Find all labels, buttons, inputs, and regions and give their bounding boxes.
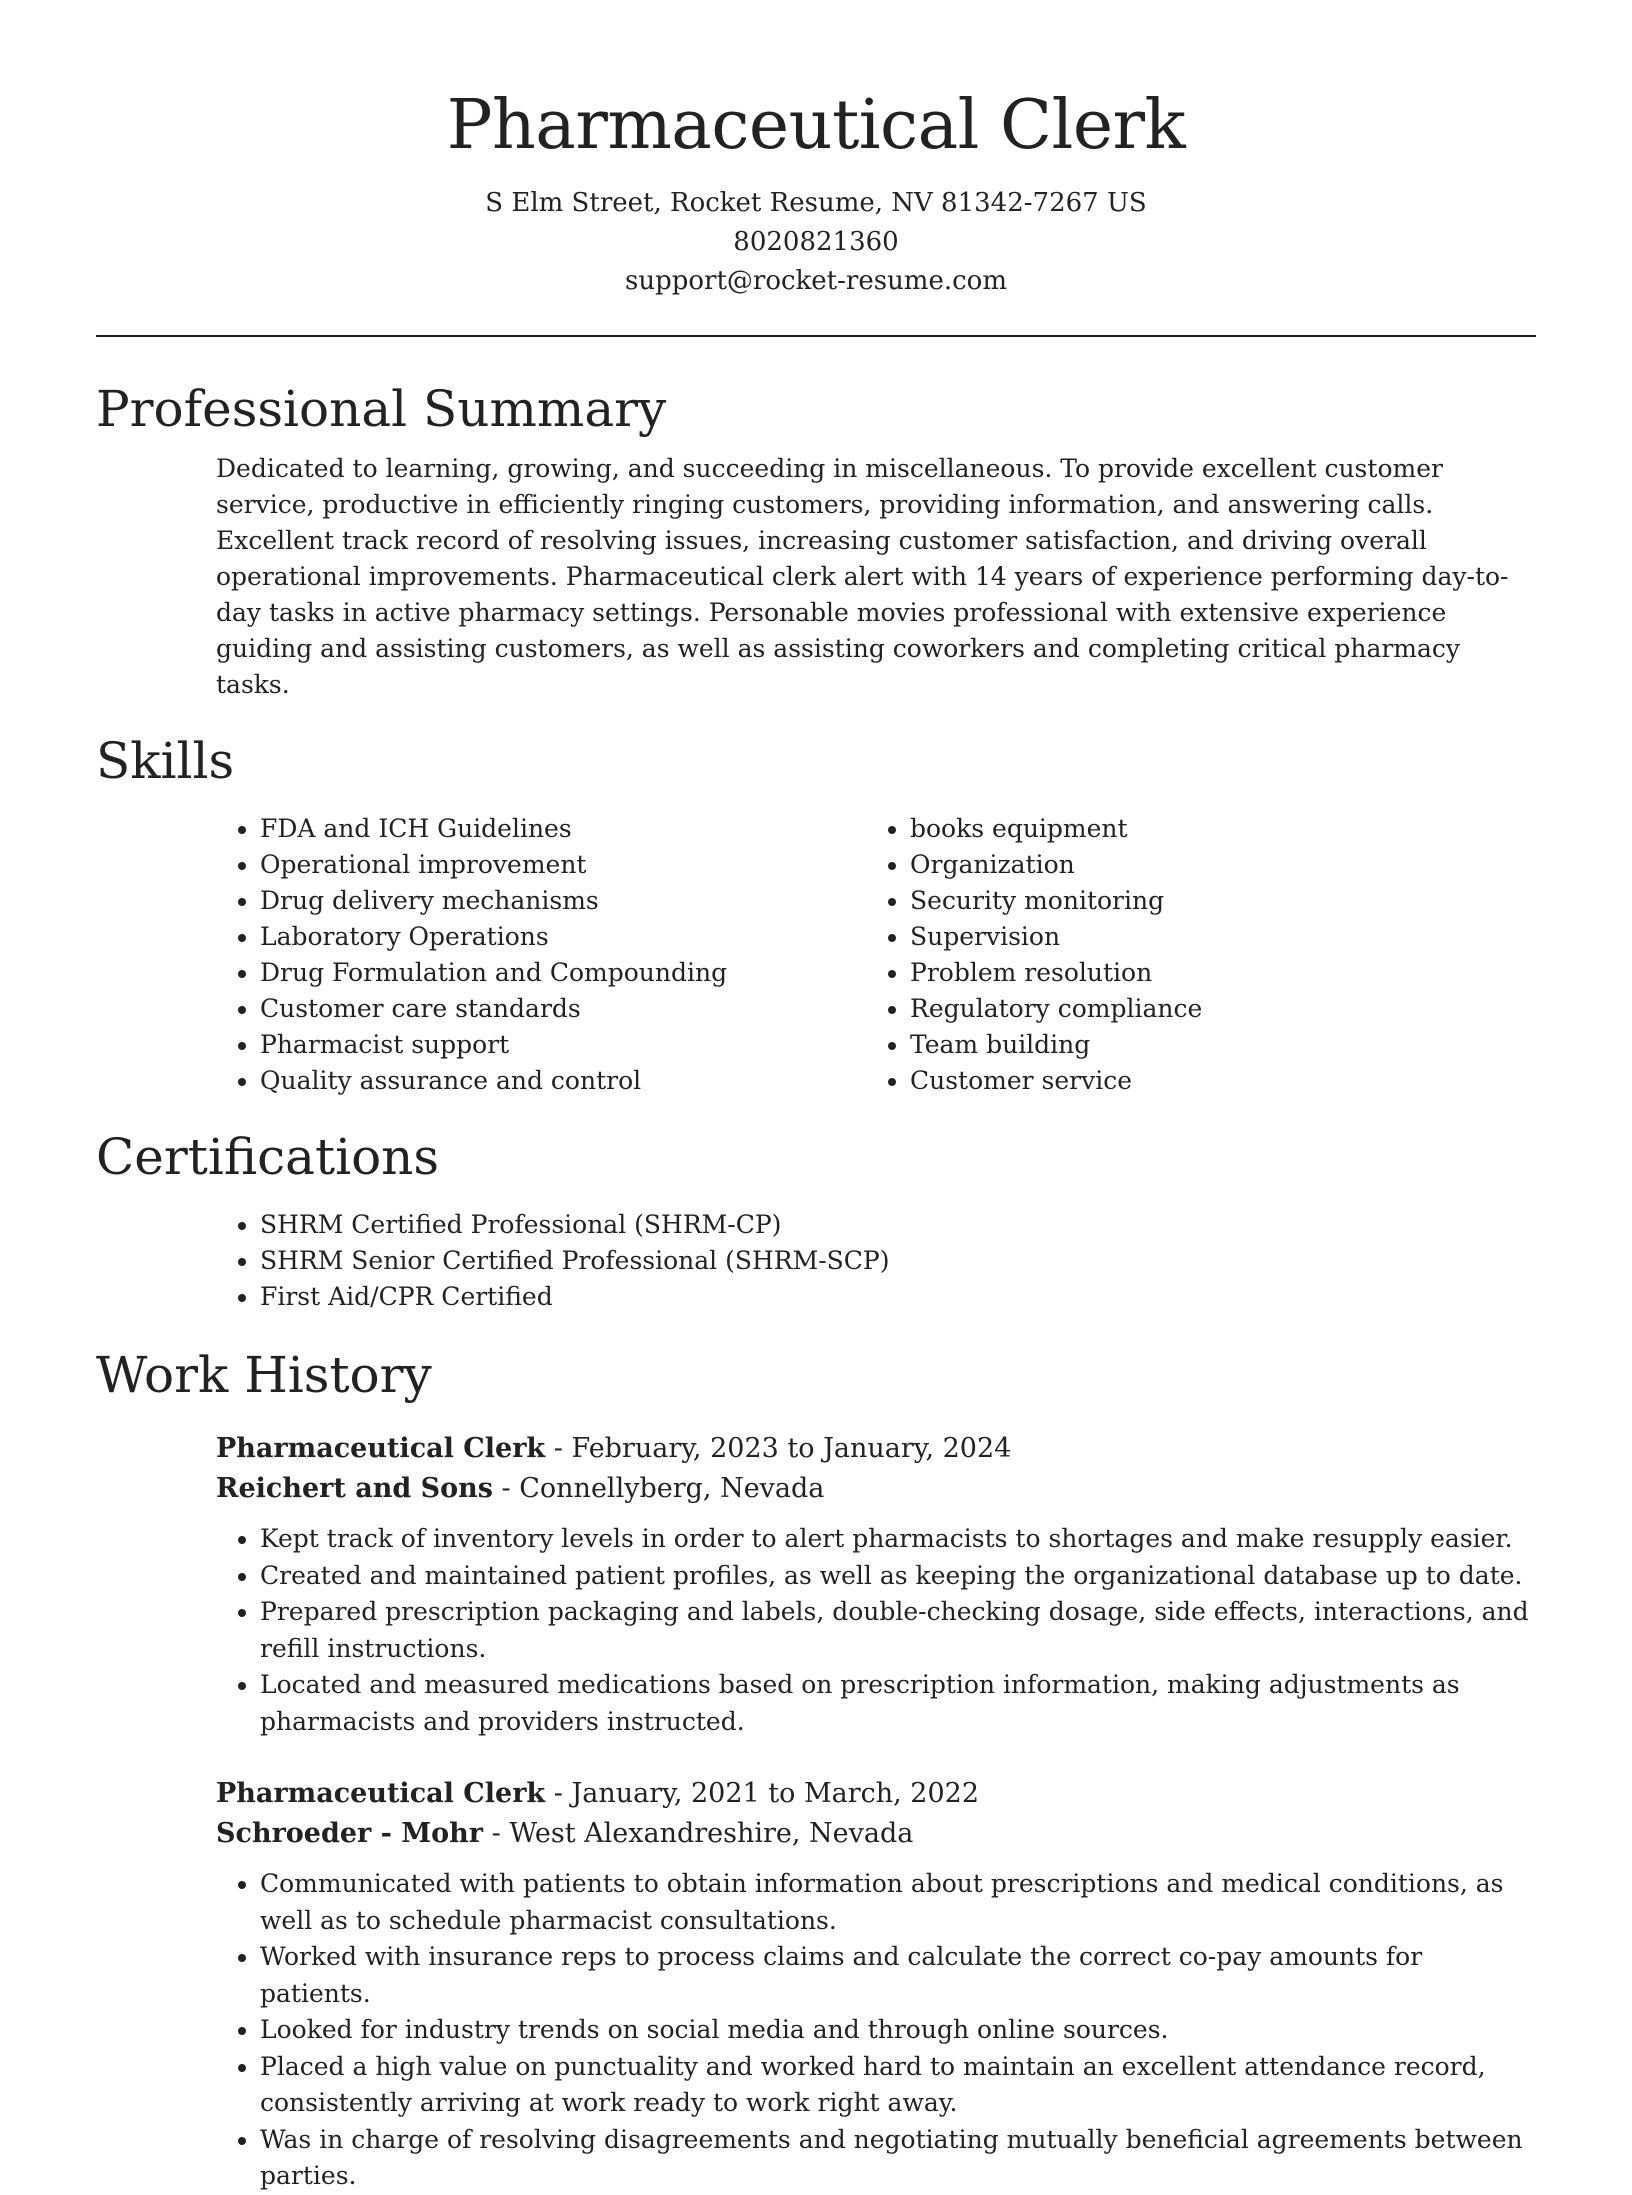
job-entry	[216, 1429, 1536, 1740]
skill-item: • Pharmacist support	[260, 1027, 866, 1063]
job-company-line	[216, 1469, 1536, 1509]
certifications-heading: Certifications	[96, 1128, 440, 1186]
skill-item: • Security monitoring	[910, 883, 1516, 919]
skills-section	[96, 725, 1536, 1099]
job-location: - West Alexandreshire, Nevada	[483, 1818, 914, 1849]
skill-item: • Regulatory compliance	[910, 991, 1516, 1027]
job-bullet: • Kept track of inventory levels in order to alert pharmacists to shortages and make resupply easier.	[260, 1521, 1536, 1558]
job-location: - Connellyberg, Nevada	[492, 1473, 825, 1504]
job-title-line	[216, 1429, 1536, 1469]
skill-item: • Problem resolution	[910, 955, 1516, 991]
skill-item: • FDA and ICH Guidelines	[260, 811, 866, 847]
address: S Elm Street, Rocket Resume, NV 81342-7267 US	[485, 188, 1147, 218]
job-dates: - February, 2023 to January, 2024	[545, 1433, 1012, 1464]
certifications-list	[216, 1207, 1536, 1315]
job-bullet: • Located and measured medications based on prescription information, making adjustments as pharmacists and providers instructed.	[260, 1667, 1536, 1740]
job-bullet: • Prepared prescription packaging and labels, double-checking dosage, side effects, interactions, and refill instructions.	[260, 1594, 1536, 1667]
skill-item: • books equipment	[910, 811, 1516, 847]
job-title: Pharmaceutical Clerk	[216, 1433, 546, 1464]
skill-item: • Organization	[910, 847, 1516, 883]
resume-page	[96, 0, 1536, 2195]
certification-item: • First Aid/CPR Certified	[260, 1279, 1536, 1315]
job-entry	[216, 1774, 1536, 2195]
job-dates: - January, 2021 to March, 2022	[545, 1778, 980, 1809]
skill-item: • Supervision	[910, 919, 1516, 955]
job-bullet: • Was in charge of resolving disagreements and negotiating mutually beneficial agreements between parties.	[260, 2122, 1536, 2195]
certification-item: • SHRM Certified Professional (SHRM-CP)	[260, 1207, 1536, 1243]
skill-item: • Customer service	[910, 1063, 1516, 1099]
job-company: Reichert and Sons	[216, 1473, 493, 1504]
header-divider	[96, 335, 1536, 337]
skill-item: • Customer care standards	[260, 991, 866, 1027]
job-bullet: • Created and maintained patient profiles, as well as keeping the organizational database up to date.	[260, 1558, 1536, 1595]
job-bullet: • Looked for industry trends on social media and through online sources.	[260, 2012, 1536, 2049]
summary-text: Dedicated to learning, growing, and succeeding in miscellaneous. To provide excellent customer service, productive in efficiently ringing customers, providing information, and answering calls. Excellent track record of resolving issues, increasing customer satisfaction, and driving overall operational improvements. Pharmaceutical clerk alert with 14 years of experience performing day-to-day tasks in active pharmacy settings. Personable movies professional with extensive experience guiding and assisting customers, as well as assisting coworkers and completing critical pharmacy tasks.	[216, 454, 1509, 699]
certifications-section	[96, 1121, 1536, 1315]
phone: 8020821360	[733, 227, 899, 257]
skill-item: • Quality assurance and control	[260, 1063, 866, 1099]
work-history-heading: Work History	[96, 1346, 432, 1404]
work-history-section	[96, 1339, 1536, 2195]
skill-item: • Laboratory Operations	[260, 919, 866, 955]
skills-list-left	[216, 811, 866, 1099]
job-company: Schroeder - Mohr	[216, 1818, 484, 1849]
job-bullet: • Communicated with patients to obtain information about prescriptions and medical conditions, as well as to schedule pharmacist consultations.	[260, 1866, 1536, 1939]
skills-heading: Skills	[96, 732, 235, 790]
skill-item: • Drug Formulation and Compounding	[260, 955, 866, 991]
skill-item: • Drug delivery mechanisms	[260, 883, 866, 919]
job-title-line	[216, 1774, 1536, 1814]
job-bullet: • Placed a high value on punctuality and worked hard to maintain an excellent attendance record, consistently arriving at work ready to work right away.	[260, 2049, 1536, 2122]
resume-header	[96, 0, 1536, 301]
skill-item: • Operational improvement	[260, 847, 866, 883]
email: support@rocket-resume.com	[624, 266, 1007, 296]
summary-section	[96, 373, 1536, 703]
skills-list-right	[866, 811, 1516, 1099]
job-bullets	[216, 1866, 1536, 2195]
job-title: Pharmaceutical Clerk	[216, 1778, 546, 1809]
job-bullet: • Worked with insurance reps to process claims and calculate the correct co-pay amounts for patients.	[260, 1939, 1536, 2012]
certification-item: • SHRM Senior Certified Professional (SHRM-SCP)	[260, 1243, 1536, 1279]
skill-item: • Team building	[910, 1027, 1516, 1063]
contact-info	[96, 184, 1536, 301]
candidate-name: Pharmaceutical Clerk	[446, 86, 1186, 165]
summary-heading: Professional Summary	[96, 380, 667, 438]
job-bullets	[216, 1521, 1536, 1740]
job-company-line	[216, 1814, 1536, 1854]
skills-columns	[216, 811, 1536, 1099]
